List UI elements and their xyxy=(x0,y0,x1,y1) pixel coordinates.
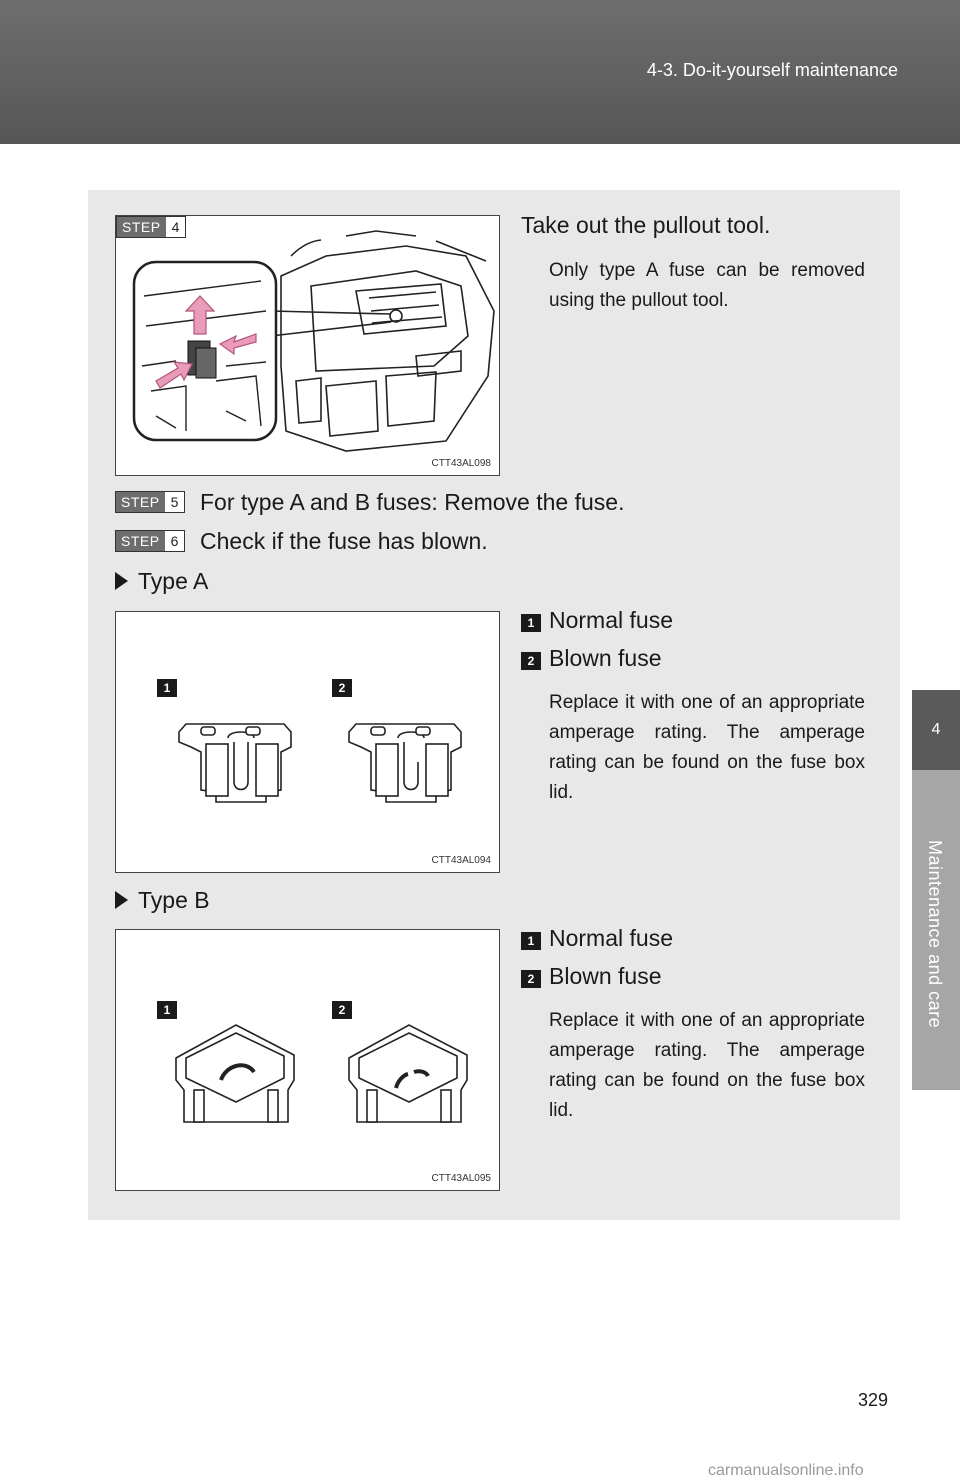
type-a-heading xyxy=(115,568,208,595)
type-b-heading xyxy=(115,887,210,914)
item-marker-2: 2 xyxy=(521,970,541,988)
step6-badge xyxy=(115,530,185,552)
type-b-item1: Normal fuse xyxy=(549,925,673,951)
page-header xyxy=(0,0,960,144)
step6-text: Check if the fuse has blown. xyxy=(200,528,488,554)
fuse-box-illustration xyxy=(116,216,500,476)
figure-code: CTT43AL094 xyxy=(431,855,491,866)
bullet-arrow-icon xyxy=(115,572,128,590)
fig-label-1: 1 xyxy=(157,1001,177,1019)
fig-label-2: 2 xyxy=(332,679,352,697)
section-title: 4-3. Do-it-yourself maintenance xyxy=(646,60,898,80)
type-a-fuse-figure xyxy=(115,611,500,873)
type-b-note: Replace it with one of an appropriate amperage rating. The amperage rating can be found on the fuse box lid. xyxy=(549,1010,865,1121)
item-marker-2: 2 xyxy=(521,652,541,670)
watermark: carmanualsonline.info xyxy=(708,1462,864,1479)
step6-word: STEP xyxy=(116,531,165,551)
item-marker-1: 1 xyxy=(521,614,541,632)
type-b-fuses-illustration xyxy=(116,930,500,1191)
step6-number: 6 xyxy=(165,531,185,551)
type-b-label: Type B xyxy=(138,887,210,913)
type-b-item2: Blown fuse xyxy=(549,963,662,989)
type-a-fuses-illustration xyxy=(116,612,500,873)
step4-note: Only type A fuse can be removed using the pullout tool. xyxy=(549,260,865,311)
step5-word: STEP xyxy=(116,492,165,512)
type-a-label: Type A xyxy=(138,568,209,594)
chapter-tab xyxy=(912,770,960,1090)
content-panel xyxy=(88,190,900,1220)
type-b-fuse-figure xyxy=(115,929,500,1191)
step4-word: STEP xyxy=(117,217,166,237)
page-number: 329 xyxy=(858,1390,889,1410)
step5-badge xyxy=(115,491,185,513)
type-a-item2: Blown fuse xyxy=(549,645,662,671)
type-a-note: Replace it with one of an appropriate amperage rating. The amperage rating can be found on the fuse box lid. xyxy=(549,692,865,803)
item-marker-1: 1 xyxy=(521,932,541,950)
chapter-tab-number: 4 xyxy=(912,690,960,770)
step5-text: For type A and B fuses: Remove the fuse. xyxy=(200,489,625,515)
type-a-item1: Normal fuse xyxy=(549,607,673,633)
fig-label-2: 2 xyxy=(332,1001,352,1019)
step4-title: Take out the pullout tool. xyxy=(521,212,771,238)
figure-code: CTT43AL098 xyxy=(431,458,491,469)
fig-label-1: 1 xyxy=(157,679,177,697)
step4-number: 4 xyxy=(166,217,186,237)
bullet-arrow-icon xyxy=(115,891,128,909)
figure-code: CTT43AL095 xyxy=(431,1173,491,1184)
pullout-tool-figure xyxy=(115,215,500,476)
chapter-tab-label: Maintenance and care xyxy=(925,840,945,1029)
step5-number: 5 xyxy=(165,492,185,512)
